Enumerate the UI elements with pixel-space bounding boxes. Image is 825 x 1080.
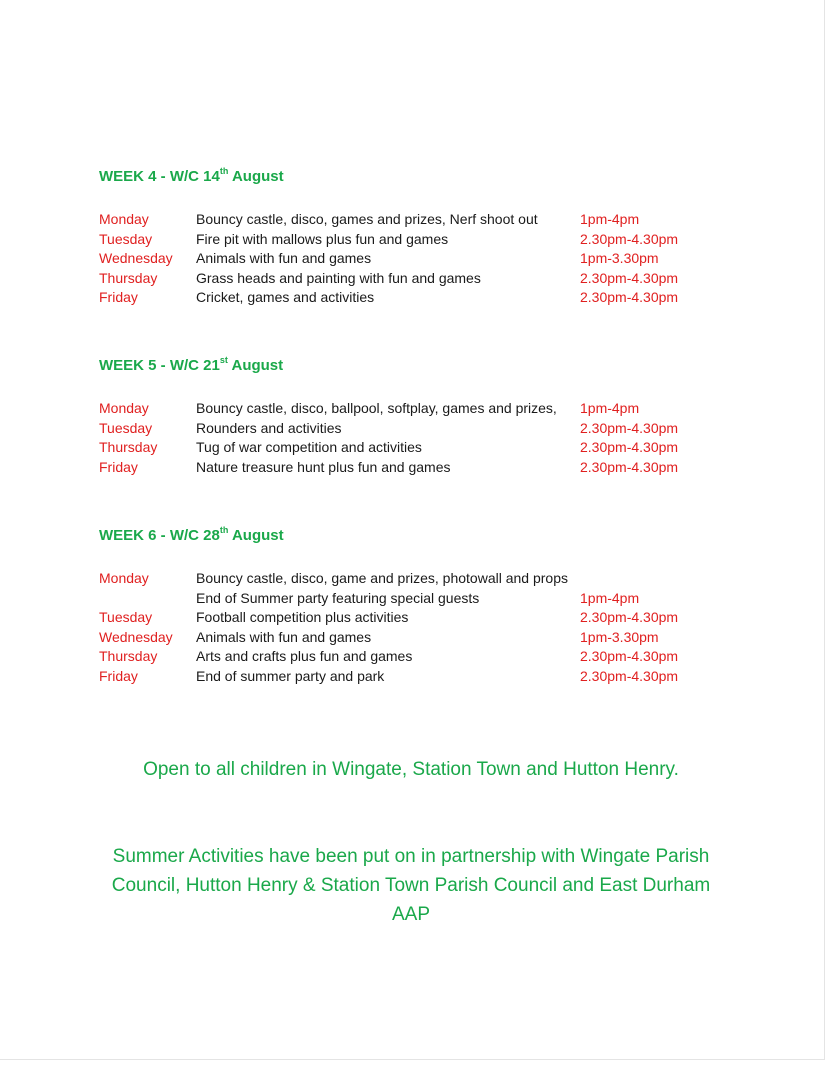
activity-text: Football competition plus activities [196, 609, 409, 626]
activity-text: Fire pit with mallows plus fun and games [196, 230, 449, 247]
time-text: 2.30pm-4.30pm [580, 419, 679, 436]
schedule-row [99, 210, 739, 230]
activity-text: Rounders and activities [196, 419, 342, 436]
day-label: Monday [99, 211, 149, 227]
week-4-schedule [99, 210, 739, 308]
time-text: 1pm-4pm [580, 589, 640, 606]
schedule-row [99, 589, 739, 609]
day-label: Friday [99, 289, 138, 306]
week-heading-month: August [228, 168, 284, 185]
time-text: 2.30pm-4.30pm [580, 439, 679, 456]
schedule-row [99, 269, 739, 289]
time-text: 2.30pm-4.30pm [580, 458, 679, 475]
day-label: Thursday [99, 269, 158, 286]
time-text: 1pm-4pm [580, 211, 640, 227]
activity-text: End of Summer party featuring special guests [196, 589, 480, 606]
time-text: 2.30pm-4.30pm [580, 230, 679, 247]
day-label: Friday [99, 667, 138, 684]
day-label: Wednesday [99, 628, 173, 645]
time-text: 1pm-3.30pm [580, 628, 659, 645]
week-heading-month: August [227, 357, 284, 374]
time-text: 2.30pm-4.30pm [580, 269, 679, 286]
time-text: 2.30pm-4.30pm [580, 648, 679, 665]
schedule-row [99, 399, 739, 419]
schedule-row [99, 288, 739, 308]
activity-text: End of summer party and park [196, 667, 385, 684]
week-heading-month: August [228, 527, 284, 544]
activity-text: Nature treasure hunt plus fun and games [196, 458, 451, 475]
week-4-section [99, 167, 739, 308]
activity-text: Bouncy castle, disco, games and prizes, Nerf shoot out [196, 211, 538, 227]
day-label: Tuesday [99, 419, 153, 436]
activity-text: Cricket, games and activities [196, 289, 375, 306]
time-text: 1pm-3.30pm [580, 250, 659, 267]
week-heading-ordinal: th [219, 166, 229, 176]
activity-text: Animals with fun and games [196, 250, 372, 267]
schedule-row [99, 230, 739, 250]
week-5-section [99, 356, 739, 477]
schedule-row [99, 249, 739, 269]
week-heading-text: WEEK 4 - W/C 14 [99, 168, 220, 185]
week-heading-text: WEEK 6 - W/C 28 [99, 527, 220, 544]
schedule-row [99, 667, 739, 687]
day-label: Friday [99, 458, 138, 475]
day-label: Monday [99, 400, 149, 416]
week-5-schedule [99, 399, 739, 477]
day-label: Tuesday [99, 230, 153, 247]
partnership-notice: Summer Activities have been put on in partnership with Wingate Parish Council, Hutton Henry & Station Town Parish Council and East Durham AAP [111, 846, 711, 925]
day-label: Wednesday [99, 250, 173, 267]
week-heading-text: WEEK 5 - W/C 21 [99, 357, 220, 374]
time-text: 2.30pm-4.30pm [580, 667, 679, 684]
schedule-row [99, 647, 739, 667]
schedule-row [99, 438, 739, 458]
activity-text: Tug of war competition and activities [196, 439, 422, 456]
time-text: 2.30pm-4.30pm [580, 289, 679, 306]
week-6-schedule [99, 569, 739, 687]
schedule-row [99, 608, 739, 628]
day-label: Thursday [99, 439, 158, 456]
week-4-heading [99, 167, 739, 187]
activity-text: Arts and crafts plus fun and games [196, 648, 413, 665]
week-6-section [99, 526, 739, 687]
time-text: 2.30pm-4.30pm [580, 609, 679, 626]
week-heading-ordinal: th [219, 525, 229, 535]
activity-text: Animals with fun and games [196, 628, 372, 645]
day-label: Monday [99, 570, 149, 586]
day-label: Thursday [99, 648, 158, 665]
week-6-heading [99, 526, 739, 546]
time-text: 1pm-4pm [580, 400, 640, 416]
schedule-row [99, 569, 739, 589]
schedule-row [99, 419, 739, 439]
open-to-notice: Open to all children in Wingate, Station Town and Hutton Henry. [143, 759, 679, 780]
activity-text: Grass heads and painting with fun and games [196, 269, 481, 286]
day-label: Tuesday [99, 609, 153, 626]
week-heading-ordinal: st [219, 355, 228, 365]
activity-text: Bouncy castle, disco, ballpool, softplay, games and prizes, [196, 400, 557, 416]
schedule-row [99, 458, 739, 478]
schedule-row [99, 628, 739, 648]
week-5-heading [99, 356, 739, 376]
activity-text: Bouncy castle, disco, game and prizes, photowall and props [196, 570, 568, 586]
